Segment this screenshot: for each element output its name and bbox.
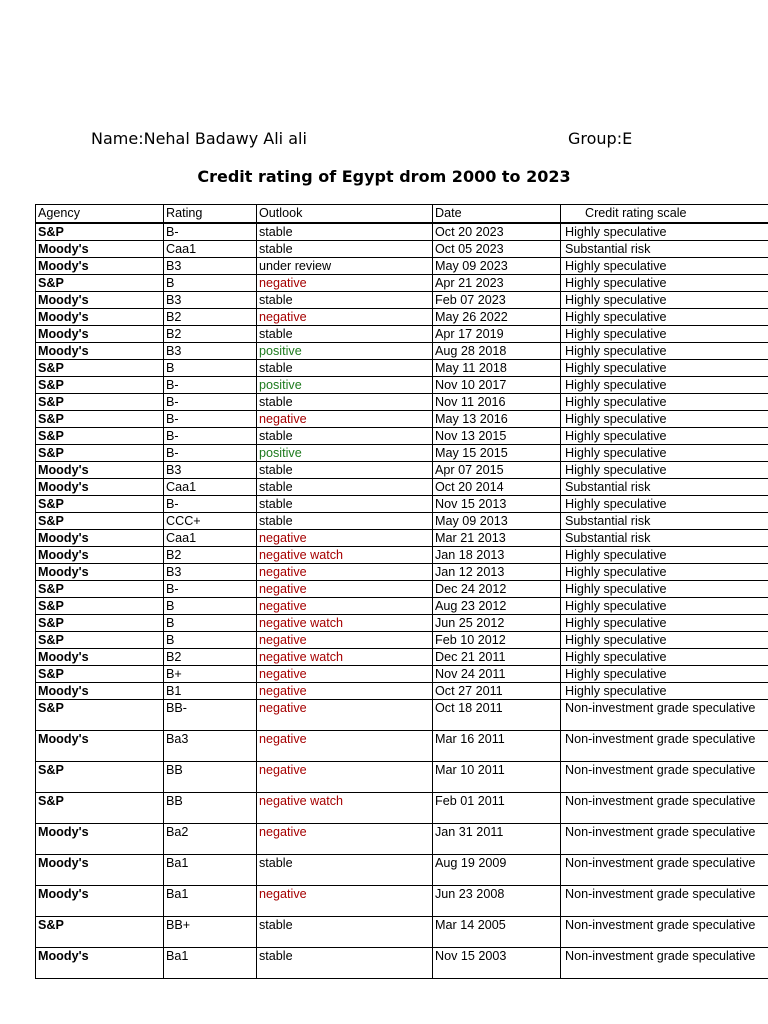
cell-rating: B- <box>164 496 257 513</box>
cell-date: Jun 23 2008 <box>433 886 561 917</box>
cell-scale: Highly speculative <box>561 496 768 513</box>
cell-date: Jun 25 2012 <box>433 615 561 632</box>
cell-agency: Moody's <box>36 479 164 496</box>
cell-agency: Moody's <box>36 530 164 547</box>
table-row <box>36 326 768 343</box>
cell-date: Nov 24 2011 <box>433 666 561 683</box>
cell-scale: Highly speculative <box>561 360 768 377</box>
cell-scale: Highly speculative <box>561 564 768 581</box>
cell-scale: Highly speculative <box>561 377 768 394</box>
cell-date: Aug 28 2018 <box>433 343 561 360</box>
cell-agency: S&P <box>36 917 164 948</box>
cell-agency: S&P <box>36 513 164 530</box>
cell-agency: Moody's <box>36 824 164 855</box>
table-row <box>36 917 768 948</box>
table-row <box>36 547 768 564</box>
cell-date: Nov 15 2003 <box>433 948 561 979</box>
cell-agency: S&P <box>36 581 164 598</box>
cell-agency: S&P <box>36 445 164 462</box>
cell-scale: Highly speculative <box>561 547 768 564</box>
cell-date: Mar 16 2011 <box>433 731 561 762</box>
cell-agency: Moody's <box>36 326 164 343</box>
cell-rating: Ba1 <box>164 886 257 917</box>
cell-agency: S&P <box>36 598 164 615</box>
table-row <box>36 824 768 855</box>
cell-outlook: negative <box>257 581 433 598</box>
table-row <box>36 462 768 479</box>
cell-date: May 11 2018 <box>433 360 561 377</box>
table-row <box>36 649 768 666</box>
cell-date: Jan 12 2013 <box>433 564 561 581</box>
cell-rating: B2 <box>164 547 257 564</box>
cell-date: Nov 11 2016 <box>433 394 561 411</box>
cell-date: Jan 18 2013 <box>433 547 561 564</box>
cell-date: May 09 2023 <box>433 258 561 275</box>
cell-scale: Substantial risk <box>561 530 768 547</box>
cell-outlook: negative <box>257 309 433 326</box>
student-group: Group:E <box>568 129 633 148</box>
cell-scale: Non-investment grade speculative <box>561 700 768 731</box>
table-row <box>36 428 768 445</box>
cell-rating: Ba1 <box>164 855 257 886</box>
cell-rating: Ba2 <box>164 824 257 855</box>
table-row <box>36 666 768 683</box>
cell-date: May 15 2015 <box>433 445 561 462</box>
cell-rating: B3 <box>164 258 257 275</box>
cell-outlook: positive <box>257 377 433 394</box>
cell-agency: S&P <box>36 615 164 632</box>
cell-outlook: negative <box>257 700 433 731</box>
cell-rating: B- <box>164 445 257 462</box>
cell-agency: Moody's <box>36 649 164 666</box>
cell-scale: Highly speculative <box>561 411 768 428</box>
cell-outlook: stable <box>257 326 433 343</box>
cell-outlook: stable <box>257 462 433 479</box>
cell-outlook: negative <box>257 564 433 581</box>
cell-date: Nov 15 2013 <box>433 496 561 513</box>
cell-agency: Moody's <box>36 564 164 581</box>
cell-outlook: stable <box>257 428 433 445</box>
cell-outlook: negative watch <box>257 793 433 824</box>
cell-scale: Highly speculative <box>561 666 768 683</box>
cell-rating: B3 <box>164 292 257 309</box>
cell-rating: B+ <box>164 666 257 683</box>
column-header-agency: Agency <box>36 205 164 224</box>
table-row <box>36 445 768 462</box>
cell-date: Oct 20 2023 <box>433 223 561 241</box>
table-row <box>36 343 768 360</box>
cell-scale: Non-investment grade speculative <box>561 731 768 762</box>
cell-agency: Moody's <box>36 462 164 479</box>
cell-rating: Caa1 <box>164 530 257 547</box>
cell-date: Aug 19 2009 <box>433 855 561 886</box>
table-row <box>36 394 768 411</box>
cell-outlook: negative <box>257 411 433 428</box>
cell-scale: Non-investment grade speculative <box>561 917 768 948</box>
cell-agency: S&P <box>36 411 164 428</box>
cell-outlook: stable <box>257 394 433 411</box>
table-row <box>36 793 768 824</box>
cell-scale: Non-investment grade speculative <box>561 886 768 917</box>
cell-agency: S&P <box>36 666 164 683</box>
cell-rating: CCC+ <box>164 513 257 530</box>
cell-rating: B- <box>164 581 257 598</box>
cell-scale: Non-investment grade speculative <box>561 948 768 979</box>
cell-rating: Caa1 <box>164 241 257 258</box>
table-row <box>36 275 768 292</box>
cell-date: May 09 2013 <box>433 513 561 530</box>
document-title <box>0 167 768 186</box>
cell-agency: S&P <box>36 275 164 292</box>
cell-rating: BB <box>164 762 257 793</box>
cell-outlook: negative <box>257 275 433 292</box>
cell-agency: Moody's <box>36 886 164 917</box>
cell-scale: Non-investment grade speculative <box>561 762 768 793</box>
cell-date: May 13 2016 <box>433 411 561 428</box>
table-row <box>36 513 768 530</box>
cell-outlook: negative <box>257 632 433 649</box>
table-row <box>36 632 768 649</box>
cell-agency: S&P <box>36 793 164 824</box>
cell-agency: Moody's <box>36 547 164 564</box>
cell-outlook: stable <box>257 241 433 258</box>
cell-date: Mar 10 2011 <box>433 762 561 793</box>
cell-rating: Ba3 <box>164 731 257 762</box>
cell-scale: Highly speculative <box>561 632 768 649</box>
column-header-date: Date <box>433 205 561 224</box>
cell-outlook: stable <box>257 360 433 377</box>
table-row <box>36 292 768 309</box>
cell-outlook: stable <box>257 223 433 241</box>
table-row <box>36 581 768 598</box>
table-row <box>36 377 768 394</box>
table-row <box>36 855 768 886</box>
cell-rating: B- <box>164 428 257 445</box>
table-row <box>36 241 768 258</box>
cell-scale: Non-investment grade speculative <box>561 855 768 886</box>
column-header-outlook: Outlook <box>257 205 433 224</box>
cell-date: Feb 07 2023 <box>433 292 561 309</box>
cell-date: Nov 10 2017 <box>433 377 561 394</box>
cell-scale: Highly speculative <box>561 462 768 479</box>
cell-outlook: negative <box>257 666 433 683</box>
student-header <box>0 129 768 151</box>
cell-outlook: negative <box>257 598 433 615</box>
cell-scale: Highly speculative <box>561 649 768 666</box>
cell-scale: Highly speculative <box>561 309 768 326</box>
cell-date: Dec 24 2012 <box>433 581 561 598</box>
cell-scale: Non-investment grade speculative <box>561 793 768 824</box>
cell-agency: Moody's <box>36 292 164 309</box>
cell-date: Aug 23 2012 <box>433 598 561 615</box>
cell-date: Oct 05 2023 <box>433 241 561 258</box>
cell-rating: B <box>164 360 257 377</box>
cell-scale: Highly speculative <box>561 615 768 632</box>
table-row <box>36 223 768 241</box>
cell-outlook: negative <box>257 824 433 855</box>
cell-outlook: stable <box>257 513 433 530</box>
cell-date: Nov 13 2015 <box>433 428 561 445</box>
cell-agency: S&P <box>36 394 164 411</box>
cell-rating: B2 <box>164 309 257 326</box>
cell-rating: Ba1 <box>164 948 257 979</box>
cell-scale: Highly speculative <box>561 394 768 411</box>
cell-outlook: stable <box>257 917 433 948</box>
cell-scale: Highly speculative <box>561 581 768 598</box>
cell-agency: Moody's <box>36 343 164 360</box>
cell-rating: B- <box>164 223 257 241</box>
cell-agency: Moody's <box>36 241 164 258</box>
cell-rating: B3 <box>164 564 257 581</box>
cell-agency: Moody's <box>36 309 164 326</box>
cell-outlook: negative watch <box>257 649 433 666</box>
cell-rating: B <box>164 598 257 615</box>
cell-agency: S&P <box>36 223 164 241</box>
cell-outlook: negative <box>257 530 433 547</box>
table-row <box>36 762 768 793</box>
cell-date: Oct 18 2011 <box>433 700 561 731</box>
table-row <box>36 683 768 700</box>
cell-date: Oct 27 2011 <box>433 683 561 700</box>
table-row <box>36 700 768 731</box>
cell-outlook: positive <box>257 343 433 360</box>
table-row <box>36 360 768 377</box>
cell-rating: BB+ <box>164 917 257 948</box>
cell-date: Mar 21 2013 <box>433 530 561 547</box>
cell-scale: Substantial risk <box>561 513 768 530</box>
cell-outlook: negative <box>257 731 433 762</box>
cell-agency: S&P <box>36 496 164 513</box>
credit-rating-table <box>35 204 768 979</box>
table-row <box>36 731 768 762</box>
cell-date: May 26 2022 <box>433 309 561 326</box>
cell-agency: S&P <box>36 377 164 394</box>
cell-date: Feb 01 2011 <box>433 793 561 824</box>
cell-scale: Substantial risk <box>561 241 768 258</box>
table-row <box>36 598 768 615</box>
cell-agency: Moody's <box>36 258 164 275</box>
cell-outlook: stable <box>257 479 433 496</box>
column-header-scale: Credit rating scale <box>561 205 768 224</box>
cell-rating: BB <box>164 793 257 824</box>
cell-rating: B <box>164 615 257 632</box>
cell-date: Apr 07 2015 <box>433 462 561 479</box>
cell-outlook: positive <box>257 445 433 462</box>
cell-scale: Highly speculative <box>561 445 768 462</box>
cell-agency: S&P <box>36 632 164 649</box>
cell-scale: Non-investment grade speculative <box>561 824 768 855</box>
cell-outlook: stable <box>257 948 433 979</box>
cell-outlook: negative <box>257 886 433 917</box>
cell-agency: S&P <box>36 360 164 377</box>
cell-outlook: stable <box>257 496 433 513</box>
cell-outlook: stable <box>257 855 433 886</box>
cell-date: Jan 31 2011 <box>433 824 561 855</box>
table-row <box>36 886 768 917</box>
table-row <box>36 479 768 496</box>
cell-rating: B3 <box>164 343 257 360</box>
cell-rating: BB- <box>164 700 257 731</box>
student-name: Name:Nehal Badawy Ali ali <box>91 129 307 148</box>
cell-rating: B2 <box>164 649 257 666</box>
cell-outlook: negative watch <box>257 615 433 632</box>
table-row <box>36 411 768 428</box>
cell-outlook: negative <box>257 762 433 793</box>
document-title-text: Credit rating of Egypt drom 2000 to 2023 <box>197 167 571 186</box>
cell-scale: Highly speculative <box>561 258 768 275</box>
cell-scale: Highly speculative <box>561 292 768 309</box>
table-header-row <box>36 205 768 224</box>
cell-agency: Moody's <box>36 855 164 886</box>
cell-rating: B- <box>164 411 257 428</box>
cell-date: Dec 21 2011 <box>433 649 561 666</box>
cell-scale: Highly speculative <box>561 343 768 360</box>
cell-date: Mar 14 2005 <box>433 917 561 948</box>
cell-date: Apr 17 2019 <box>433 326 561 343</box>
cell-outlook: negative watch <box>257 547 433 564</box>
cell-scale: Highly speculative <box>561 275 768 292</box>
cell-rating: B <box>164 275 257 292</box>
cell-scale: Highly speculative <box>561 428 768 445</box>
cell-date: Oct 20 2014 <box>433 479 561 496</box>
cell-rating: B2 <box>164 326 257 343</box>
cell-scale: Highly speculative <box>561 598 768 615</box>
cell-rating: Caa1 <box>164 479 257 496</box>
cell-rating: B <box>164 632 257 649</box>
cell-outlook: stable <box>257 292 433 309</box>
cell-date: Feb 10 2012 <box>433 632 561 649</box>
cell-scale: Substantial risk <box>561 479 768 496</box>
cell-agency: S&P <box>36 700 164 731</box>
cell-rating: B- <box>164 377 257 394</box>
column-header-rating: Rating <box>164 205 257 224</box>
cell-agency: S&P <box>36 762 164 793</box>
table-row <box>36 258 768 275</box>
cell-date: Apr 21 2023 <box>433 275 561 292</box>
cell-outlook: under review <box>257 258 433 275</box>
table-row <box>36 530 768 547</box>
cell-rating: B3 <box>164 462 257 479</box>
cell-rating: B1 <box>164 683 257 700</box>
table-row <box>36 309 768 326</box>
table-row <box>36 496 768 513</box>
table-row <box>36 948 768 979</box>
table-row <box>36 615 768 632</box>
cell-agency: Moody's <box>36 948 164 979</box>
table-row <box>36 564 768 581</box>
cell-agency: Moody's <box>36 731 164 762</box>
cell-agency: S&P <box>36 428 164 445</box>
cell-scale: Highly speculative <box>561 683 768 700</box>
cell-scale: Highly speculative <box>561 326 768 343</box>
cell-agency: Moody's <box>36 683 164 700</box>
cell-scale: Highly speculative <box>561 223 768 241</box>
cell-outlook: negative <box>257 683 433 700</box>
cell-rating: B- <box>164 394 257 411</box>
